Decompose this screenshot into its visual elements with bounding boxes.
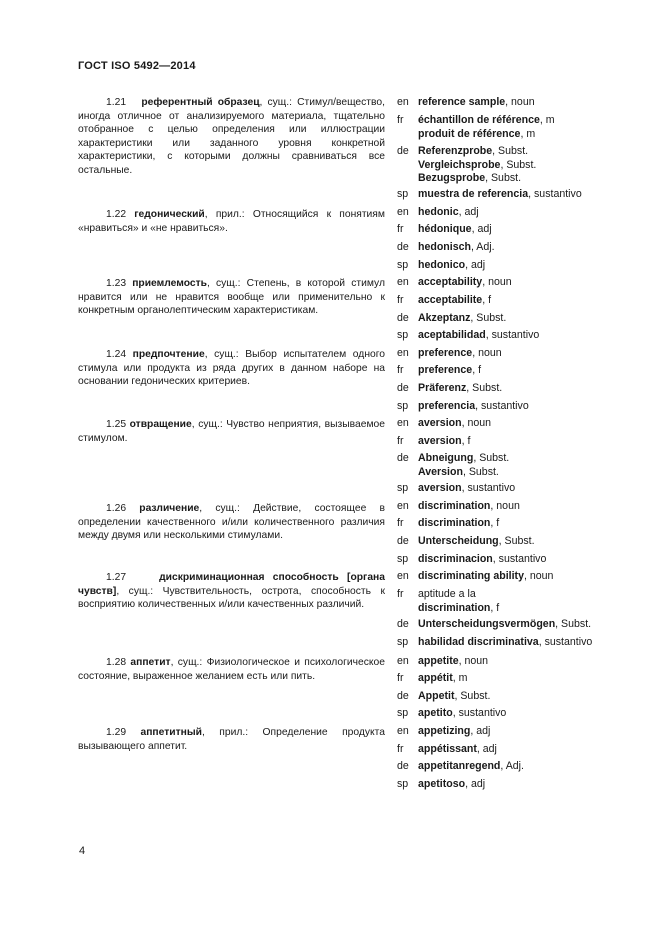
term-entry-1-25: 1.25 отвращение, сущ.: Чувство неприятия, вызываемое стимулом.	[78, 419, 385, 444]
term-name: отвращение	[129, 419, 192, 430]
equivalent-terms	[418, 690, 490, 704]
equivalent-term: échantillon de référence	[418, 114, 540, 126]
language-code: sp	[397, 553, 409, 565]
equivalent-grammar: , sustantivo	[492, 553, 547, 565]
equivalent-terms	[418, 400, 529, 414]
term-name: гедонический	[134, 209, 205, 220]
equivalent-terms	[418, 364, 481, 378]
equivalent-terms	[418, 188, 582, 202]
term-pos: прил.:	[215, 209, 245, 220]
language-code: de	[397, 760, 409, 772]
term-name: аппетит	[130, 657, 171, 668]
equivalent-grammar: , noun	[461, 417, 492, 429]
equivalent-term: habilidad discriminativa	[418, 636, 539, 648]
equivalent-line	[418, 188, 582, 202]
document-header: ГОСТ ISO 5492—2014	[78, 60, 196, 72]
language-code: en	[397, 655, 409, 667]
language-code: de	[397, 535, 409, 547]
term-entry-1-29: 1.29 аппетитный, прил.: Определение продукта вызывающего аппетит.	[78, 727, 385, 752]
equivalent-terms	[418, 294, 491, 308]
equivalent-term: hedonico	[418, 259, 466, 271]
equivalent-term: hedonisch	[418, 241, 471, 253]
equivalent-grammar: , f	[472, 364, 482, 376]
language-code: sp	[397, 329, 409, 341]
language-code: en	[397, 570, 409, 582]
equivalent-line	[418, 223, 492, 237]
term-definition: Физиологическое и психологическое состояние, выраженное желанием есть или пить.	[78, 657, 385, 682]
equivalent-line	[418, 435, 470, 449]
term-name: дискриминационная способность [органа чувств]	[78, 572, 385, 597]
equivalent-term: Vergleichsprobe	[418, 158, 501, 171]
equivalent-grammar: , Adj.	[500, 760, 524, 772]
language-code: sp	[397, 636, 409, 648]
equivalent-line	[418, 500, 520, 514]
equivalent-term: appétit	[418, 672, 453, 684]
term-entry-1-26: 1.26 различение, сущ.: Действие, состоящее в определении качественного и/или количественного различия между двумя или несколькими стимулами.	[78, 503, 385, 541]
equivalent-grammar: , Subst.	[492, 145, 529, 157]
language-code: fr	[397, 588, 404, 600]
equivalent-grammar: , sustantivo	[528, 188, 582, 200]
equivalent-terms	[418, 223, 492, 237]
equivalent-terms	[418, 636, 592, 650]
equivalent-grammar: , noun	[490, 500, 520, 512]
equivalent-grammar: , adj	[471, 223, 492, 235]
equivalent-line	[418, 96, 535, 110]
language-code: de	[397, 382, 409, 394]
language-code: de	[397, 241, 409, 253]
term-pos: сущ.:	[177, 657, 203, 668]
term-entry-1-22: 1.22 гедонический, прил.: Относящийся к понятиям «нравиться» и «не нравиться».	[78, 209, 385, 234]
equivalent-grammar: , sustantivo	[452, 707, 507, 719]
equivalent-grammar: , sustantivo	[461, 482, 516, 494]
term-definition: Степень, в которой стимул нравится или не нравится вообще или применительно к конкретным органолептическим характеристикам.	[78, 278, 385, 316]
equivalent-line	[418, 618, 591, 632]
language-code: en	[397, 417, 409, 429]
equivalent-terms	[418, 517, 499, 531]
equivalent-line	[418, 778, 485, 792]
equivalent-grammar: , Subst.	[473, 452, 510, 464]
equivalent-line	[418, 672, 467, 686]
equivalent-line	[418, 707, 506, 721]
equivalent-terms	[418, 618, 591, 632]
equivalent-terms	[418, 347, 502, 361]
term-name: референтный образец	[141, 97, 260, 108]
equivalent-grammar: , sustantivo	[538, 636, 593, 648]
page-number: 4	[79, 845, 86, 857]
equivalent-term: reference sample	[418, 96, 506, 108]
equivalent-term: Unterscheidungsvermögen	[418, 618, 556, 630]
equivalent-terms	[418, 570, 553, 584]
term-number: 1.27	[106, 572, 127, 583]
term-number: 1.29	[106, 727, 127, 738]
equivalent-term: Akzeptanz	[418, 312, 471, 324]
equivalent-grammar: , noun	[523, 570, 554, 582]
language-code: de	[397, 312, 409, 324]
term-entry-1-23: 1.23 приемлемость, сущ.: Степень, в которой стимул нравится или не нравится вообще или применительно к конкретным органолептическим характеристикам.	[78, 278, 385, 316]
equivalent-grammar: , Adj.	[470, 241, 495, 253]
equivalent-line	[418, 159, 536, 173]
term-number: 1.24	[106, 349, 127, 360]
equivalent-line	[418, 553, 546, 567]
equivalent-terms	[418, 482, 515, 496]
term-definition: Чувствительность, острота, способность к восприятию количественных и/или качественных различий.	[78, 585, 385, 610]
term-definition: Выбор испытателем одного стимула или продукта из ряда других в данном наборе на основании гедонических критериев.	[78, 349, 385, 387]
equivalent-grammar: , noun	[458, 655, 489, 667]
equivalent-term: discriminacion	[418, 553, 493, 565]
equivalent-grammar: , Subst.	[466, 382, 503, 394]
term-name: предпочтение	[132, 349, 205, 360]
equivalent-line	[418, 466, 509, 480]
equivalent-terms	[418, 435, 470, 449]
term-name: различение	[139, 503, 200, 514]
equivalent-line	[418, 725, 490, 739]
equivalent-terms	[418, 655, 488, 669]
equivalent-term: aversion	[418, 482, 462, 494]
language-code: de	[397, 145, 409, 157]
equivalent-term: hedonic	[418, 206, 459, 218]
equivalent-term: apetito	[418, 707, 453, 719]
equivalent-term: preferencia	[418, 400, 476, 412]
equivalent-term: discrimination	[418, 517, 491, 529]
language-code: sp	[397, 482, 409, 494]
equivalent-grammar: , Subst.	[555, 618, 592, 630]
equivalent-term: muestra de referencia	[418, 188, 529, 200]
equivalent-grammar: , Subst.	[500, 158, 537, 171]
equivalent-line	[418, 655, 488, 669]
equivalent-line	[418, 364, 481, 378]
equivalent-term: aversion	[418, 435, 462, 447]
equivalent-line	[418, 259, 485, 273]
equivalent-terms	[418, 743, 497, 757]
equivalent-grammar: , adj	[465, 259, 486, 271]
term-entry-1-28: 1.28 аппетит, сущ.: Физиологическое и психологическое состояние, выраженное желанием есть или пить.	[78, 657, 385, 682]
equivalent-line	[418, 347, 502, 361]
equivalent-term: Unterscheidung	[418, 535, 499, 547]
equivalent-line	[418, 382, 502, 396]
equivalent-term: preference	[418, 347, 473, 359]
equivalent-line	[418, 114, 555, 128]
equivalent-line	[418, 588, 499, 602]
equivalent-grammar: , m	[539, 114, 555, 126]
equivalent-term: apetitoso	[418, 778, 466, 790]
language-code: fr	[397, 294, 404, 306]
language-code: fr	[397, 517, 404, 529]
equivalent-line	[418, 400, 529, 414]
language-code: fr	[397, 364, 404, 376]
equivalent-term: Aversion	[418, 465, 463, 478]
equivalent-grammar: , f	[490, 517, 500, 529]
term-definition: Определение продукта вызывающего аппетит.	[78, 727, 385, 752]
equivalent-term: hédonique	[418, 223, 472, 235]
equivalent-terms	[418, 382, 502, 396]
equivalent-line	[418, 329, 539, 343]
term-pos: сущ.:	[214, 349, 239, 360]
equivalent-line	[418, 241, 495, 255]
equivalent-terms	[418, 535, 535, 549]
term-definition: Действие, состоящее в определении качественного и/или количественного различия между двумя или несколькими стимулами.	[78, 503, 385, 541]
equivalent-line	[418, 602, 499, 616]
equivalent-terms	[418, 96, 535, 110]
equivalent-line	[418, 276, 512, 290]
equivalent-line	[418, 535, 535, 549]
equivalent-grammar: , m	[452, 672, 468, 684]
term-definition: Стимул/вещество, иногда отличное от анализируемого материала, тщательно отобранное с целью определения или иллюстрации характеристики или заданного уровня конкретной характеристики, с которыми должны сравниваться все остальные.	[78, 97, 385, 176]
equivalent-line	[418, 636, 592, 650]
equivalent-terms	[418, 329, 539, 343]
term-pos: сущ.:	[215, 503, 240, 514]
language-code: de	[397, 618, 409, 630]
term-entry-1-27: 1.27 дискриминационная способность [органа чувств], сущ.: Чувствительность, острота, способность к восприятию количественных и/или качественных различий.	[78, 572, 385, 610]
equivalent-grammar: , Subst.	[498, 535, 535, 547]
equivalent-term: Bezugsprobe	[418, 172, 486, 184]
equivalent-term: Präferenz	[418, 382, 467, 394]
equivalent-line	[418, 452, 509, 466]
equivalent-grammar: , adj	[476, 743, 497, 755]
equivalent-term: appetizing	[418, 725, 471, 737]
equivalent-line	[418, 206, 479, 220]
equivalent-term: appétissant	[418, 743, 477, 755]
term-pos: сущ.:	[128, 585, 154, 597]
equivalent-line	[418, 517, 499, 531]
language-code: en	[397, 206, 409, 218]
equivalent-line	[418, 690, 490, 704]
equivalent-term: produit de référence	[418, 127, 521, 140]
language-code: fr	[397, 114, 404, 126]
equivalent-line	[418, 570, 553, 584]
equivalent-terms	[418, 206, 479, 220]
equivalent-grammar: , Subst.	[454, 690, 491, 702]
equivalent-grammar: , f	[461, 435, 471, 447]
term-pos: прил.:	[219, 727, 249, 738]
equivalent-line	[418, 128, 555, 142]
equivalent-term: Referenzprobe	[418, 145, 493, 157]
equivalent-grammar: , noun	[472, 347, 502, 359]
language-code: en	[397, 347, 409, 359]
equivalent-terms	[418, 241, 495, 255]
term-number: 1.22	[106, 209, 127, 220]
term-number: 1.28	[106, 657, 127, 668]
term-number: 1.21	[106, 97, 127, 108]
equivalent-grammar: , adj	[465, 778, 486, 790]
language-code: fr	[397, 672, 404, 684]
equivalent-terms	[418, 707, 506, 721]
equivalent-terms	[418, 778, 485, 792]
equivalent-terms	[418, 760, 524, 774]
language-code: en	[397, 276, 409, 288]
equivalent-term: appetite	[418, 655, 459, 667]
equivalent-plain-text: aptitude a la	[418, 588, 476, 600]
term-name: приемлемость	[132, 278, 207, 289]
language-code: de	[397, 452, 409, 464]
equivalent-line	[418, 294, 491, 308]
language-code: sp	[397, 778, 409, 790]
language-code: sp	[397, 188, 409, 200]
equivalent-term: acceptability	[418, 276, 483, 288]
equivalent-term: aceptabilidad	[418, 329, 486, 341]
equivalent-grammar: , Subst.	[470, 312, 507, 324]
equivalent-terms	[418, 145, 536, 186]
equivalent-terms	[418, 259, 485, 273]
language-code: en	[397, 725, 409, 737]
term-number: 1.25	[106, 419, 127, 430]
equivalent-line	[418, 482, 515, 496]
equivalent-term: aversion	[418, 417, 462, 429]
equivalent-terms	[418, 500, 520, 514]
language-code: fr	[397, 743, 404, 755]
equivalent-term: preference	[418, 364, 473, 376]
equivalent-line	[418, 145, 536, 159]
equivalent-terms	[418, 114, 555, 141]
equivalent-line	[418, 743, 497, 757]
language-code: sp	[397, 400, 409, 412]
language-code: sp	[397, 707, 409, 719]
equivalent-grammar: , f	[482, 294, 492, 306]
term-pos: сущ.:	[267, 97, 292, 108]
equivalent-grammar: , sustantivo	[485, 329, 540, 341]
equivalent-terms	[418, 553, 546, 567]
term-number: 1.26	[106, 503, 127, 514]
equivalent-term: Appetit	[418, 690, 455, 702]
equivalent-term: discrimination	[418, 500, 491, 512]
equivalent-grammar: , sustantivo	[475, 400, 529, 412]
equivalent-line	[418, 417, 491, 431]
equivalent-terms	[418, 588, 499, 615]
equivalent-term: acceptabilite	[418, 294, 483, 306]
term-number: 1.23	[106, 278, 127, 289]
language-code: fr	[397, 435, 404, 447]
equivalent-terms	[418, 672, 467, 686]
equivalent-line	[418, 760, 524, 774]
term-name: аппетитный	[140, 727, 202, 738]
equivalent-term: discrimination	[418, 601, 491, 614]
language-code: en	[397, 500, 409, 512]
language-code: sp	[397, 259, 409, 271]
term-pos: сущ.:	[198, 419, 223, 430]
equivalent-grammar: , noun	[482, 276, 512, 288]
equivalent-grammar: , f	[490, 601, 500, 614]
equivalent-term: discriminating ability	[418, 570, 524, 582]
language-code: fr	[397, 223, 404, 235]
equivalent-terms	[418, 276, 512, 290]
equivalent-grammar: , adj	[470, 725, 491, 737]
language-code: de	[397, 690, 409, 702]
equivalent-terms	[418, 417, 491, 431]
term-pos: сущ.:	[216, 278, 241, 289]
equivalent-terms	[418, 725, 490, 739]
term-entry-1-21: 1.21 референтный образец, сущ.: Стимул/вещество, иногда отличное от анализируемого материала, тщательно отобранное с целью определения или иллюстрации характеристики или заданного уровня конкретной характеристики, с которыми должны сравниваться все остальные.	[78, 97, 385, 176]
equivalent-grammar: , Subst.	[462, 465, 499, 478]
language-code: en	[397, 96, 409, 108]
equivalent-terms	[418, 312, 506, 326]
equivalent-terms	[418, 452, 509, 479]
equivalent-line	[418, 172, 536, 186]
equivalent-term: appetitanregend	[418, 760, 501, 772]
equivalent-grammar: , noun	[505, 96, 535, 108]
equivalent-grammar: , m	[520, 127, 536, 140]
equivalent-grammar: , Subst.	[485, 172, 522, 184]
equivalent-line	[418, 312, 506, 326]
equivalent-term: Abneigung	[418, 452, 474, 464]
equivalent-grammar: , adj	[458, 206, 479, 218]
term-definition: Чувство неприятия, вызываемое стимулом.	[78, 419, 385, 444]
term-entry-1-24: 1.24 предпочтение, сущ.: Выбор испытателем одного стимула или продукта из ряда других в данном наборе на основании гедонических критериев.	[78, 349, 385, 387]
term-definition: Относящийся к понятиям «нравиться» и «не нравиться».	[78, 209, 385, 234]
